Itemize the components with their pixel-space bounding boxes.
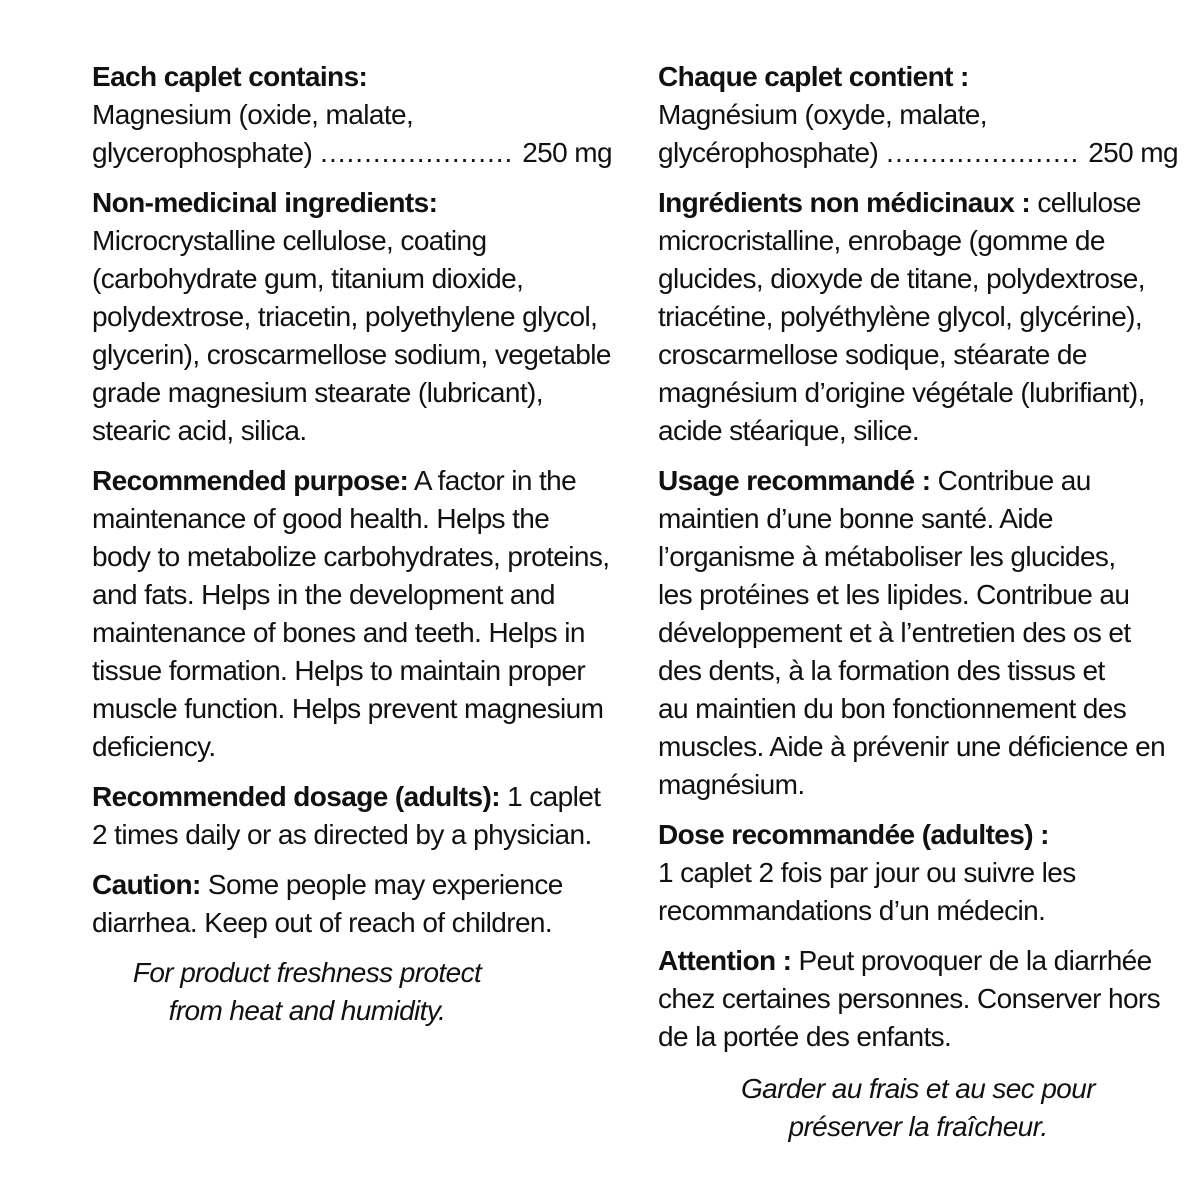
storage-note-en bbox=[92, 954, 522, 1030]
dosage-line-en: 2 times daily or as directed by a physician. bbox=[92, 819, 592, 850]
contains-heading-en: Each caplet contains: bbox=[92, 61, 368, 92]
storage-line-fr: Garder au frais et au sec pour bbox=[741, 1073, 1095, 1104]
nonmedicinal-line-fr: microcristalline, enrobage (gomme de bbox=[658, 225, 1105, 256]
dosage-heading-fr: Dose recommandée (adultes) : bbox=[658, 819, 1049, 850]
purpose-section-fr bbox=[658, 462, 1178, 804]
dosage-section-fr bbox=[658, 816, 1178, 930]
caution-heading-en: Caution: bbox=[92, 869, 201, 900]
dot-leader-en bbox=[320, 134, 514, 172]
french-column bbox=[658, 58, 1178, 1146]
nonmedicinal-section-en bbox=[92, 184, 612, 450]
purpose-first-text-fr: Contribue au bbox=[930, 465, 1091, 496]
nonmedicinal-first-text-fr: cellulose bbox=[1030, 187, 1141, 218]
purpose-line-en: and fats. Helps in the development and bbox=[92, 579, 555, 610]
dosage-line-fr: recommandations d’un médecin. bbox=[658, 895, 1046, 926]
purpose-first-text-en: A factor in the bbox=[408, 465, 577, 496]
nonmedicinal-line-en: grade magnesium stearate (lubricant), bbox=[92, 377, 543, 408]
dose-line-en bbox=[92, 134, 612, 172]
caution-first-text-en: Some people may experience bbox=[200, 869, 563, 900]
contains-line-fr: Magnésium (oxyde, malate, bbox=[658, 99, 987, 130]
caution-line-en: diarrhea. Keep out of reach of children. bbox=[92, 907, 553, 938]
nonmedicinal-line-en: stearic acid, silica. bbox=[92, 415, 307, 446]
storage-line-en: For product freshness protect bbox=[132, 957, 482, 988]
purpose-line-fr: maintien d’une bonne santé. Aide bbox=[658, 503, 1053, 534]
caution-heading-fr: Attention : bbox=[658, 945, 792, 976]
nonmedicinal-line-fr: acide stéarique, silice. bbox=[658, 415, 920, 446]
purpose-line-fr: magnésium. bbox=[658, 769, 805, 800]
purpose-line-en: maintenance of bones and teeth. Helps in bbox=[92, 617, 585, 648]
purpose-line-en: deficiency. bbox=[92, 731, 216, 762]
dosage-section-en bbox=[92, 778, 612, 854]
contains-heading-fr: Chaque caplet contient : bbox=[658, 61, 969, 92]
purpose-line-en: maintenance of good health. Helps the bbox=[92, 503, 550, 534]
purpose-line-fr: développement et à l’entretien des os et bbox=[658, 617, 1131, 648]
caution-line-fr: de la portée des enfants. bbox=[658, 1021, 952, 1052]
storage-line-en: from heat and humidity. bbox=[168, 995, 446, 1026]
caution-line-fr: chez certaines personnes. Conserver hors bbox=[658, 983, 1161, 1014]
dosage-line-fr: 1 caplet 2 fois par jour ou suivre les bbox=[658, 857, 1076, 888]
contains-section-fr bbox=[658, 58, 1178, 172]
dose-amount-fr: 250 mg bbox=[1088, 137, 1178, 168]
caution-section-fr bbox=[658, 942, 1178, 1056]
storage-note-fr bbox=[658, 1070, 1178, 1146]
purpose-heading-fr: Usage recommandé : bbox=[658, 465, 931, 496]
dot-leader-fr bbox=[886, 134, 1080, 172]
nonmedicinal-line-en: Microcrystalline cellulose, coating bbox=[92, 225, 487, 256]
purpose-line-en: tissue formation. Helps to maintain proper bbox=[92, 655, 586, 686]
nonmedicinal-line-en: (carbohydrate gum, titanium dioxide, bbox=[92, 263, 524, 294]
purpose-section-en bbox=[92, 462, 612, 766]
nonmedicinal-line-fr: croscarmellose sodique, stéarate de bbox=[658, 339, 1087, 370]
nonmedicinal-heading-en: Non-medicinal ingredients: bbox=[92, 187, 438, 218]
nonmedicinal-section-fr bbox=[658, 184, 1178, 450]
dose-amount-en: 250 mg bbox=[522, 137, 612, 168]
dose-ingredient-fr: glycérophosphate) bbox=[658, 137, 879, 168]
nonmedicinal-line-fr: glucides, dioxyde de titane, polydextrose, bbox=[658, 263, 1145, 294]
contains-section-en bbox=[92, 58, 612, 172]
purpose-line-fr: l’organisme à métaboliser les glucides, bbox=[658, 541, 1116, 572]
purpose-line-en: muscle function. Helps prevent magnesium bbox=[92, 693, 604, 724]
contains-line-en: Magnesium (oxide, malate, bbox=[92, 99, 414, 130]
nonmedicinal-line-en: glycerin), croscarmellose sodium, vegetable bbox=[92, 339, 611, 370]
dose-ingredient-en: glycerophosphate) bbox=[92, 137, 313, 168]
nonmedicinal-line-en: polydextrose, triacetin, polyethylene glycol, bbox=[92, 301, 598, 332]
caution-first-text-fr: Peut provoquer de la diarrhée bbox=[791, 945, 1152, 976]
dosage-first-text-en: 1 caplet bbox=[499, 781, 601, 812]
nonmedicinal-line-fr: magnésium d’origine végétale (lubrifiant), bbox=[658, 377, 1145, 408]
purpose-line-fr: au maintien du bon fonctionnement des bbox=[658, 693, 1127, 724]
storage-line-fr: préserver la fraîcheur. bbox=[788, 1111, 1048, 1142]
purpose-line-fr: des dents, à la formation des tissus et bbox=[658, 655, 1105, 686]
dosage-heading-en: Recommended dosage (adults): bbox=[92, 781, 500, 812]
english-column bbox=[92, 58, 612, 1030]
nonmedicinal-heading-fr: Ingrédients non médicinaux : bbox=[658, 187, 1031, 218]
purpose-line-fr: muscles. Aide à prévenir une déficience en bbox=[658, 731, 1166, 762]
caution-section-en bbox=[92, 866, 612, 942]
dose-line-fr bbox=[658, 134, 1178, 172]
purpose-line-en: body to metabolize carbohydrates, proteins, bbox=[92, 541, 610, 572]
purpose-line-fr: les protéines et les lipides. Contribue au bbox=[658, 579, 1130, 610]
purpose-heading-en: Recommended purpose: bbox=[92, 465, 409, 496]
nonmedicinal-line-fr: triacétine, polyéthylène glycol, glycérine), bbox=[658, 301, 1143, 332]
